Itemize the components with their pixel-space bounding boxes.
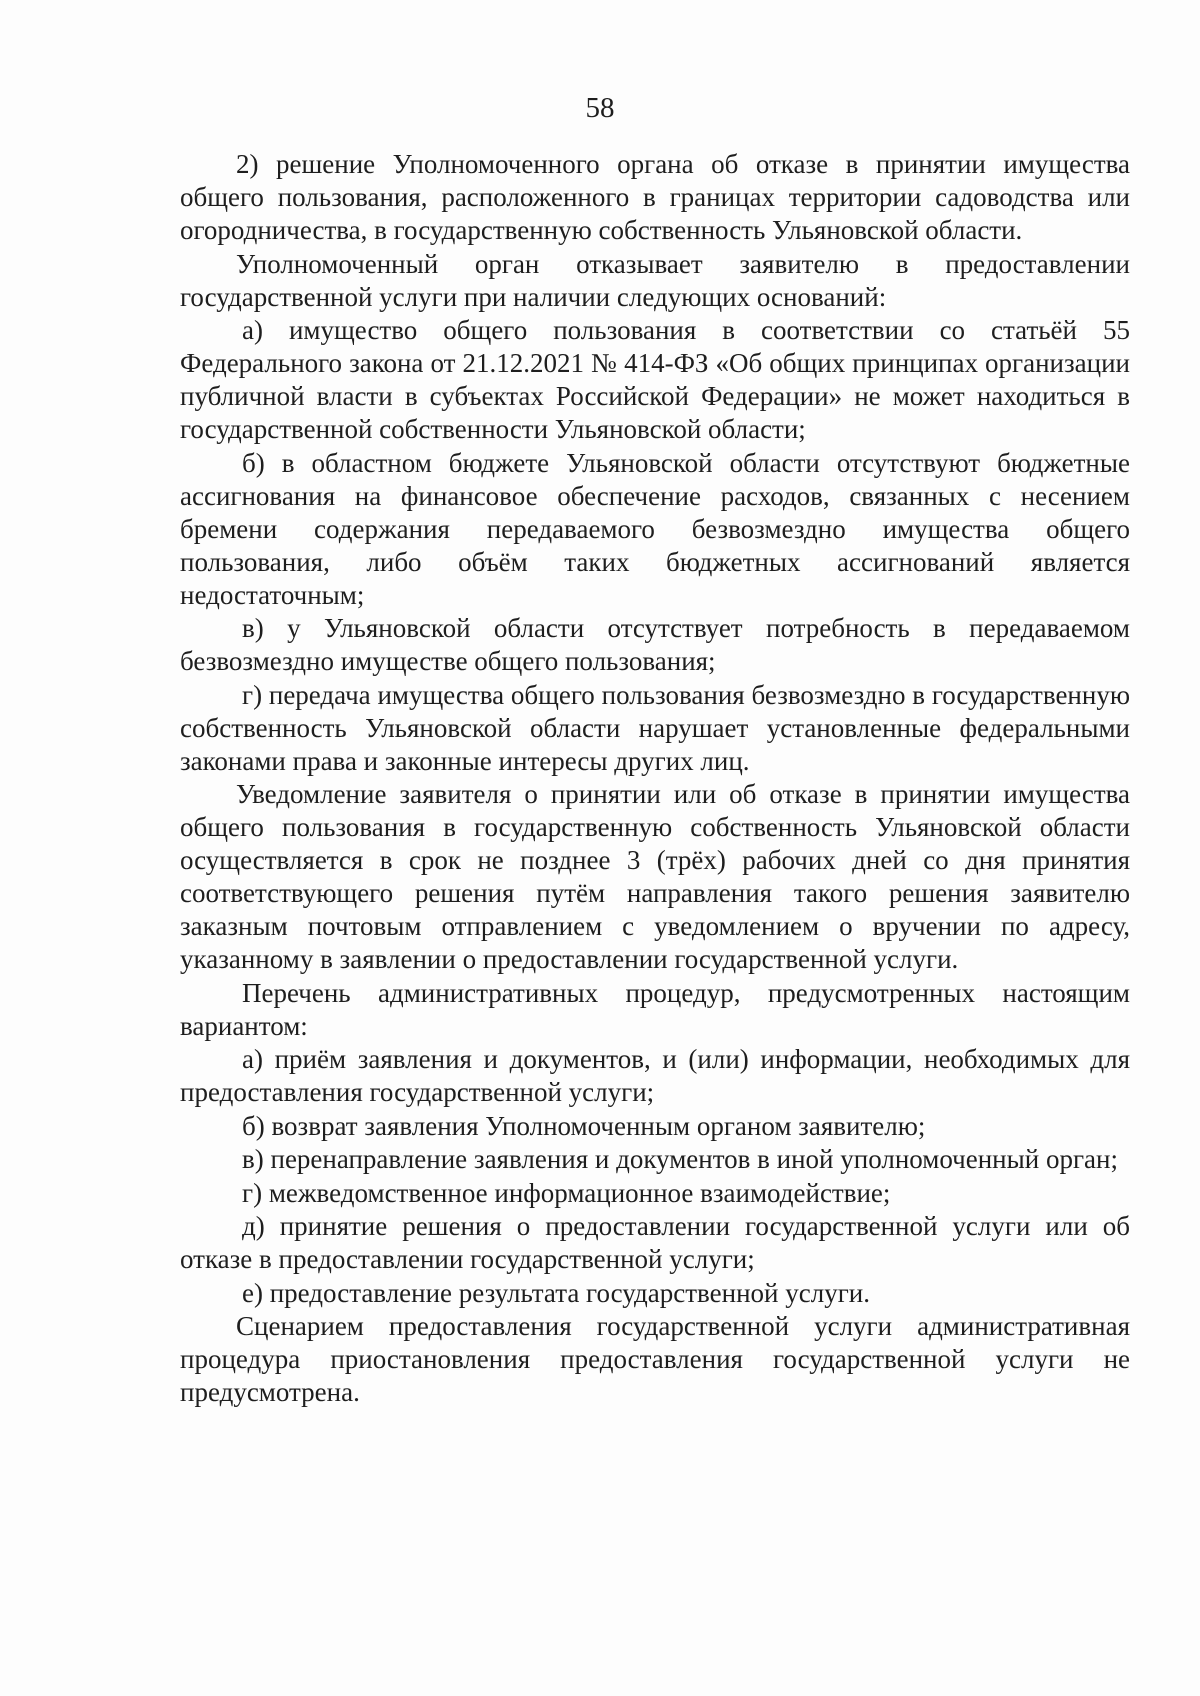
paragraph-procedure-v: в) перенаправление заявления и документов в иной уполномоченный орган; — [242, 1144, 1118, 1174]
paragraph-ground-a: а) имущество общего пользования в соответствии со статьёй 55 Федерального закона от 21.12.2021 № 414-ФЗ «Об общих принципах организации публичной власти в субъектах Российской Федерации» не может находиться в государственной собственности Ульяновской области; — [180, 315, 1130, 444]
paragraph-procedure-d: д) принятие решения о предоставлении государственной услуги или об отказе в предоставлении государственной услуги; — [180, 1211, 1130, 1274]
page-number: 58 — [585, 92, 615, 124]
paragraph-scenario-note: Сценарием предоставления государственной услуги административная процедура приостановления предоставления государственной услуги не предусмотрена. — [180, 1311, 1130, 1407]
paragraph-procedure-a: а) приём заявления и документов, и (или) информации, необходимых для предоставления государственной услуги; — [180, 1044, 1130, 1107]
paragraph-refusal-grounds-intro: Уполномоченный орган отказывает заявителю в предоставлении государственной услуги при наличии следующих оснований: — [180, 248, 1130, 312]
paragraph-ground-b: б) в областном бюджете Ульяновской области отсутствуют бюджетные ассигнования на финансовое обеспечение расходов, связанных с несением бремени содержания передаваемого безвозмездно имущества общего пользования, либо объём таких бюджетных ассигнований является недостаточным; — [180, 447, 1130, 610]
paragraph-procedure-b: б) возврат заявления Уполномоченным органом заявителю; — [242, 1110, 926, 1141]
document-body — [180, 148, 1130, 1410]
paragraph-procedure-g: г) межведомственное информационное взаимодействие; — [242, 1177, 891, 1208]
paragraph-procedures-intro: Перечень административных процедур, предусмотренных настоящим вариантом: — [180, 977, 1130, 1041]
paragraph-procedure-e: е) предоставление результата государственной услуги. — [242, 1277, 870, 1308]
paragraph-notification: Уведомление заявителя о принятии или об отказе в принятии имущества общего пользования в государственную собственность Ульяновской области осуществляется в срок не позднее 3 (трёх) рабочих дней со дня принятия соответствующего решения путём направления такого решения заявителю заказным почтовым отправлением с уведомлением о вручении по адресу, указанному в заявлении о предоставлении государственной услуги. — [180, 779, 1130, 974]
paragraph-refusal-decision: 2) решение Уполномоченного органа об отказе в принятии имущества общего пользования, расположенного в границах территории садоводства или огородничества, в государственную собственность Ульяновской области. — [180, 149, 1130, 245]
paragraph-ground-g: г) передача имущества общего пользования безвозмездно в государственную собственность Ульяновской области нарушает установленные федеральными законами права и законные интересы других лиц. — [180, 679, 1130, 776]
paragraph-ground-v: в) у Ульяновской области отсутствует потребность в передаваемом безвозмездно имуществе общего пользования; — [180, 613, 1130, 676]
